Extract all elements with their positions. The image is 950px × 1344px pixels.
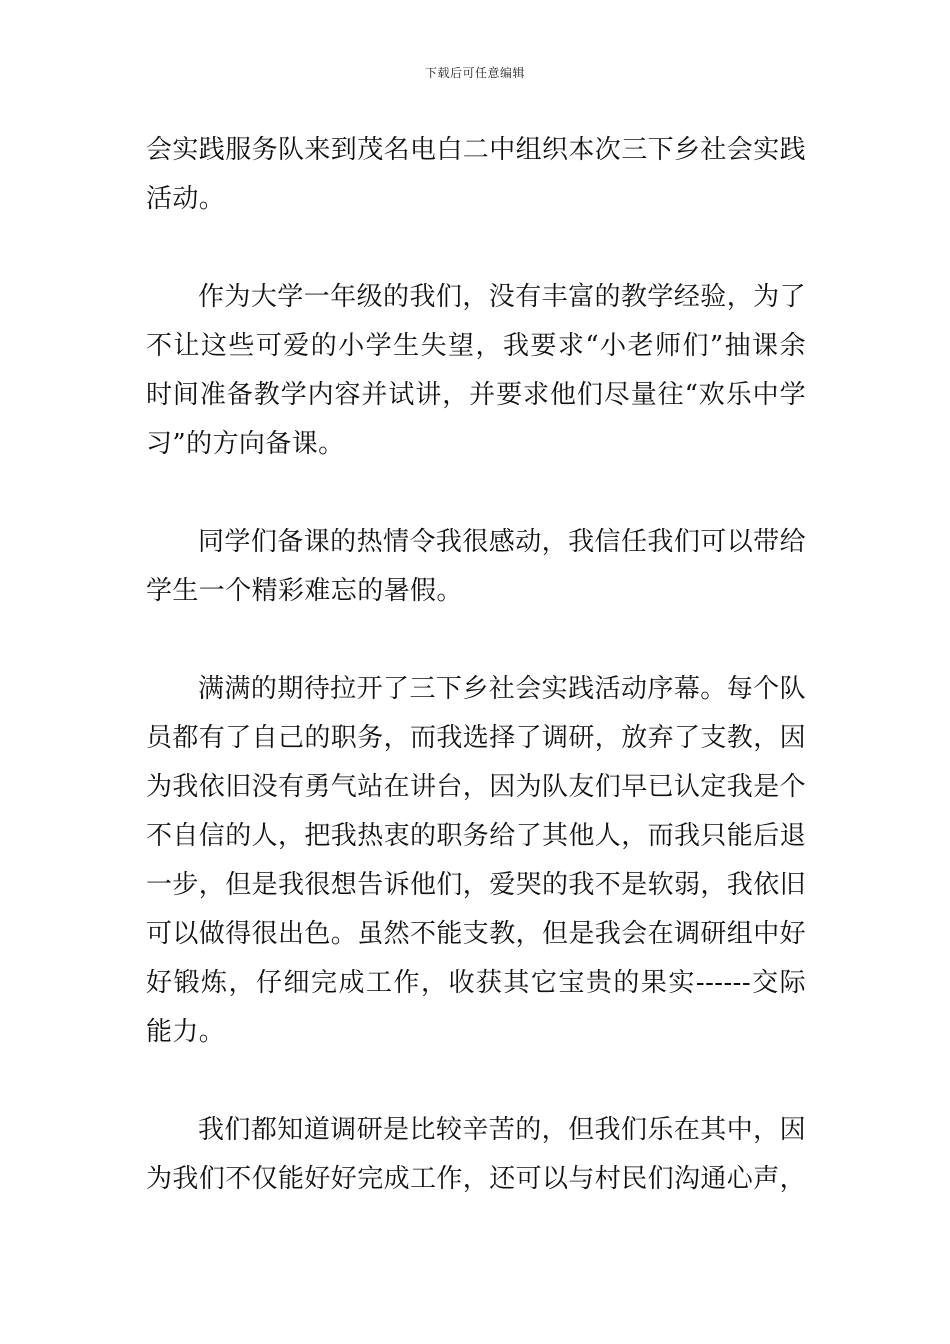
paragraph-4: 满满的期待拉开了三下乡社会实践活动序幕。每个队员都有了自己的职务，而我选择了调研，放弃了支教，因为我依旧没有勇气站在讲台，因为队友们早已认定我是个不自信的人，把我热衷的职务给了其他人，而我只能后退一步，但是我很想告诉他们，爱哭的我不是软弱，我依旧可以做得很出色。虽然不能支教，但是我会在调研组中好好锻炼，仔细完成工作，收获其它宝贵的果实------交际能力。 [146,674,807,1047]
document-body [146,126,806,1204]
paragraph-2: 作为大学一年级的我们，没有丰富的教学经验，为了不让这些可爱的小学生失望，我要求“小老师们”抽课余时间准备教学内容并试讲，并要求他们尽量往“欢乐中学习”的方向备课。 [146,282,806,459]
paragraph-1: 会实践服务队来到茂名电白二中组织本次三下乡社会实践活动。 [146,135,807,214]
paragraph-5: 我们都知道调研是比较辛苦的，但我们乐在其中，因为我们不仅能好好完成工作，还可以与村民们沟通心声， [146,1115,807,1194]
page-header-note: 下载后可任意编辑 [424,66,525,80]
paragraph-3: 同学们备课的热情令我很感动，我信任我们可以带给学生一个精彩难忘的暑假。 [146,527,806,606]
